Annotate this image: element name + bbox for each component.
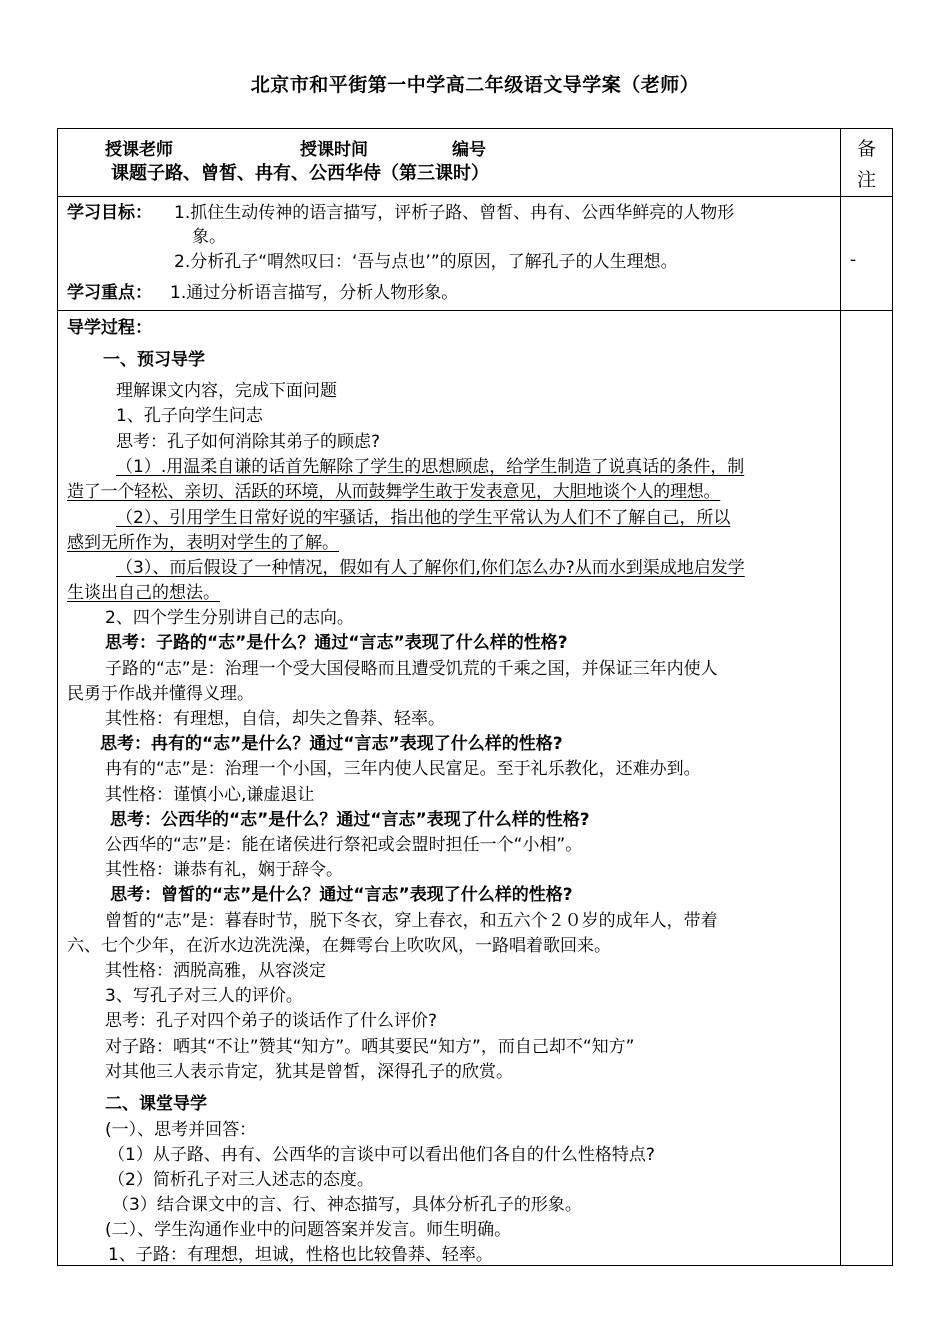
goal-text: 象。 bbox=[192, 227, 226, 247]
text-line: 六、七个少年，在沂水边洗洗澡，在舞雩台上吹吹风，一路唱着歌回来。 bbox=[67, 936, 611, 956]
process-label: 导学过程： bbox=[67, 318, 152, 338]
question-line: 思考：冉有的“志”是什么？通过“言志”表现了什么样的性格? bbox=[100, 734, 563, 754]
note-label: 备 bbox=[857, 138, 877, 160]
text-line: （2）简析孔子对三人述志的态度。 bbox=[108, 1170, 374, 1190]
focus-label: 学习重点： bbox=[67, 283, 152, 303]
text-line: 2、四个学生分别讲自己的志向。 bbox=[105, 608, 354, 628]
note-mark: - bbox=[850, 250, 857, 270]
table-divider bbox=[57, 310, 893, 311]
lesson-topic: 课题子路、曾皙、冉有、公西华侍（第三课时） bbox=[111, 163, 489, 184]
text-line: 生谈出自己的想法。 bbox=[67, 583, 220, 603]
text-line: 其性格：谦恭有礼，娴于辞令。 bbox=[105, 860, 343, 880]
text-line: 1、孔子向学生问志 bbox=[116, 406, 263, 426]
text-line: (一）、思考并回答： bbox=[105, 1120, 257, 1140]
table-divider bbox=[57, 196, 893, 197]
text-line: 对子路：哂其“不让”赞其“知方”。哂其要民“知方”，而自己却不“知方” bbox=[105, 1037, 635, 1057]
section-heading: 二、课堂导学 bbox=[105, 1094, 207, 1114]
section-heading: 一、预习导学 bbox=[103, 350, 205, 370]
goal-label: 学习目标： bbox=[67, 203, 152, 223]
text-line: （1）从子路、冉有、公西华的言谈中可以看出他们各自的什么性格特点? bbox=[108, 1145, 655, 1165]
text-line: 冉有的“志”是：治理一个小国，三年内使人民富足。至于礼乐教化，还难办到。 bbox=[105, 759, 701, 779]
page-title: 北京市和平街第一中学高二年级语文导学案（老师） bbox=[250, 74, 700, 96]
focus-text: 1.通过分析语言描写，分析人物形象。 bbox=[170, 283, 459, 303]
text-line: 其性格：有理想，自信，却失之鲁莽、轻率。 bbox=[105, 709, 445, 729]
text-line: 民勇于作战并懂得义理。 bbox=[67, 684, 254, 704]
teacher-label: 授课老师 bbox=[105, 140, 173, 160]
number-label: 编号 bbox=[452, 140, 486, 160]
text-line: 其性格：洒脱高雅，从容淡定 bbox=[105, 961, 326, 981]
text-line: 其性格：谨慎小心,谦虚退让 bbox=[105, 785, 315, 805]
text-line: 思考：孔子如何消除其弟子的顾虑? bbox=[116, 432, 381, 452]
goal-text: 1.抓住生动传神的语言描写，评析子路、曾皙、冉有、公西华鲜亮的人物形 bbox=[174, 203, 735, 223]
text-line: 思考：孔子对四个弟子的谈话作了什么评价? bbox=[105, 1011, 438, 1031]
text-line: 1、子路：有理想，坦诚，性格也比较鲁莽、轻率。 bbox=[108, 1245, 493, 1265]
text-line: (二）、学生沟通作业中的问题答案并发言。师生明确。 bbox=[105, 1220, 512, 1240]
text-line: 子路的“志”是：治理一个受大国侵略而且遭受饥荒的千乘之国，并保证三年内使人 bbox=[105, 659, 718, 679]
question-line: 思考：子路的“志”是什么？通过“言志”表现了什么样的性格? bbox=[105, 633, 568, 653]
question-line: 思考：曾皙的“志”是什么？通过“言志”表现了什么样的性格? bbox=[110, 885, 573, 905]
text-line: 造了一个轻松、亲切、活跃的环境，从而鼓舞学生敢于发表意见，大胆地谈个人的理想。 bbox=[67, 482, 721, 502]
text-line: （3）结合课文中的言、行、神态描写，具体分析孔子的形象。 bbox=[112, 1195, 582, 1215]
time-label: 授课时间 bbox=[300, 140, 368, 160]
text-line: 感到无所作为，表明对学生的了解。 bbox=[67, 533, 339, 553]
text-line: 曾皙的“志”是：暮春时节，脱下冬衣，穿上春衣，和五六个２０岁的成年人，带着 bbox=[105, 911, 718, 931]
goal-text: 2.分析孔子“喟然叹曰：‘吾与点也’”的原因，了解孔子的人生理想。 bbox=[174, 252, 678, 272]
note-label: 注 bbox=[857, 169, 877, 191]
text-line: （3）、而后假设了一种情况，假如有人了解你们,你们怎么办?从而水到渠成地启发学 bbox=[116, 558, 745, 578]
text-line: 对其他三人表示肯定，犹其是曾皙，深得孔子的欣赏。 bbox=[105, 1062, 513, 1082]
text-line: 公西华的“志”是：能在诸侯进行祭祀或会盟时担任一个“小相”。 bbox=[105, 835, 583, 855]
note-column-divider bbox=[840, 128, 841, 1266]
text-line: 3、写孔子对三人的评价。 bbox=[105, 986, 303, 1006]
question-line: 思考：公西华的“志”是什么？通过“言志”表现了什么样的性格? bbox=[110, 810, 590, 830]
text-line: （1）.用温柔自谦的话首先解除了学生的思想顾虑，给学生制造了说真话的条件，制 bbox=[116, 457, 745, 477]
text-line: （2）、引用学生日常好说的牢骚话，指出他的学生平常认为人们不了解自己，所以 bbox=[116, 508, 731, 528]
text-line: 理解课文内容，完成下面问题 bbox=[116, 381, 337, 401]
